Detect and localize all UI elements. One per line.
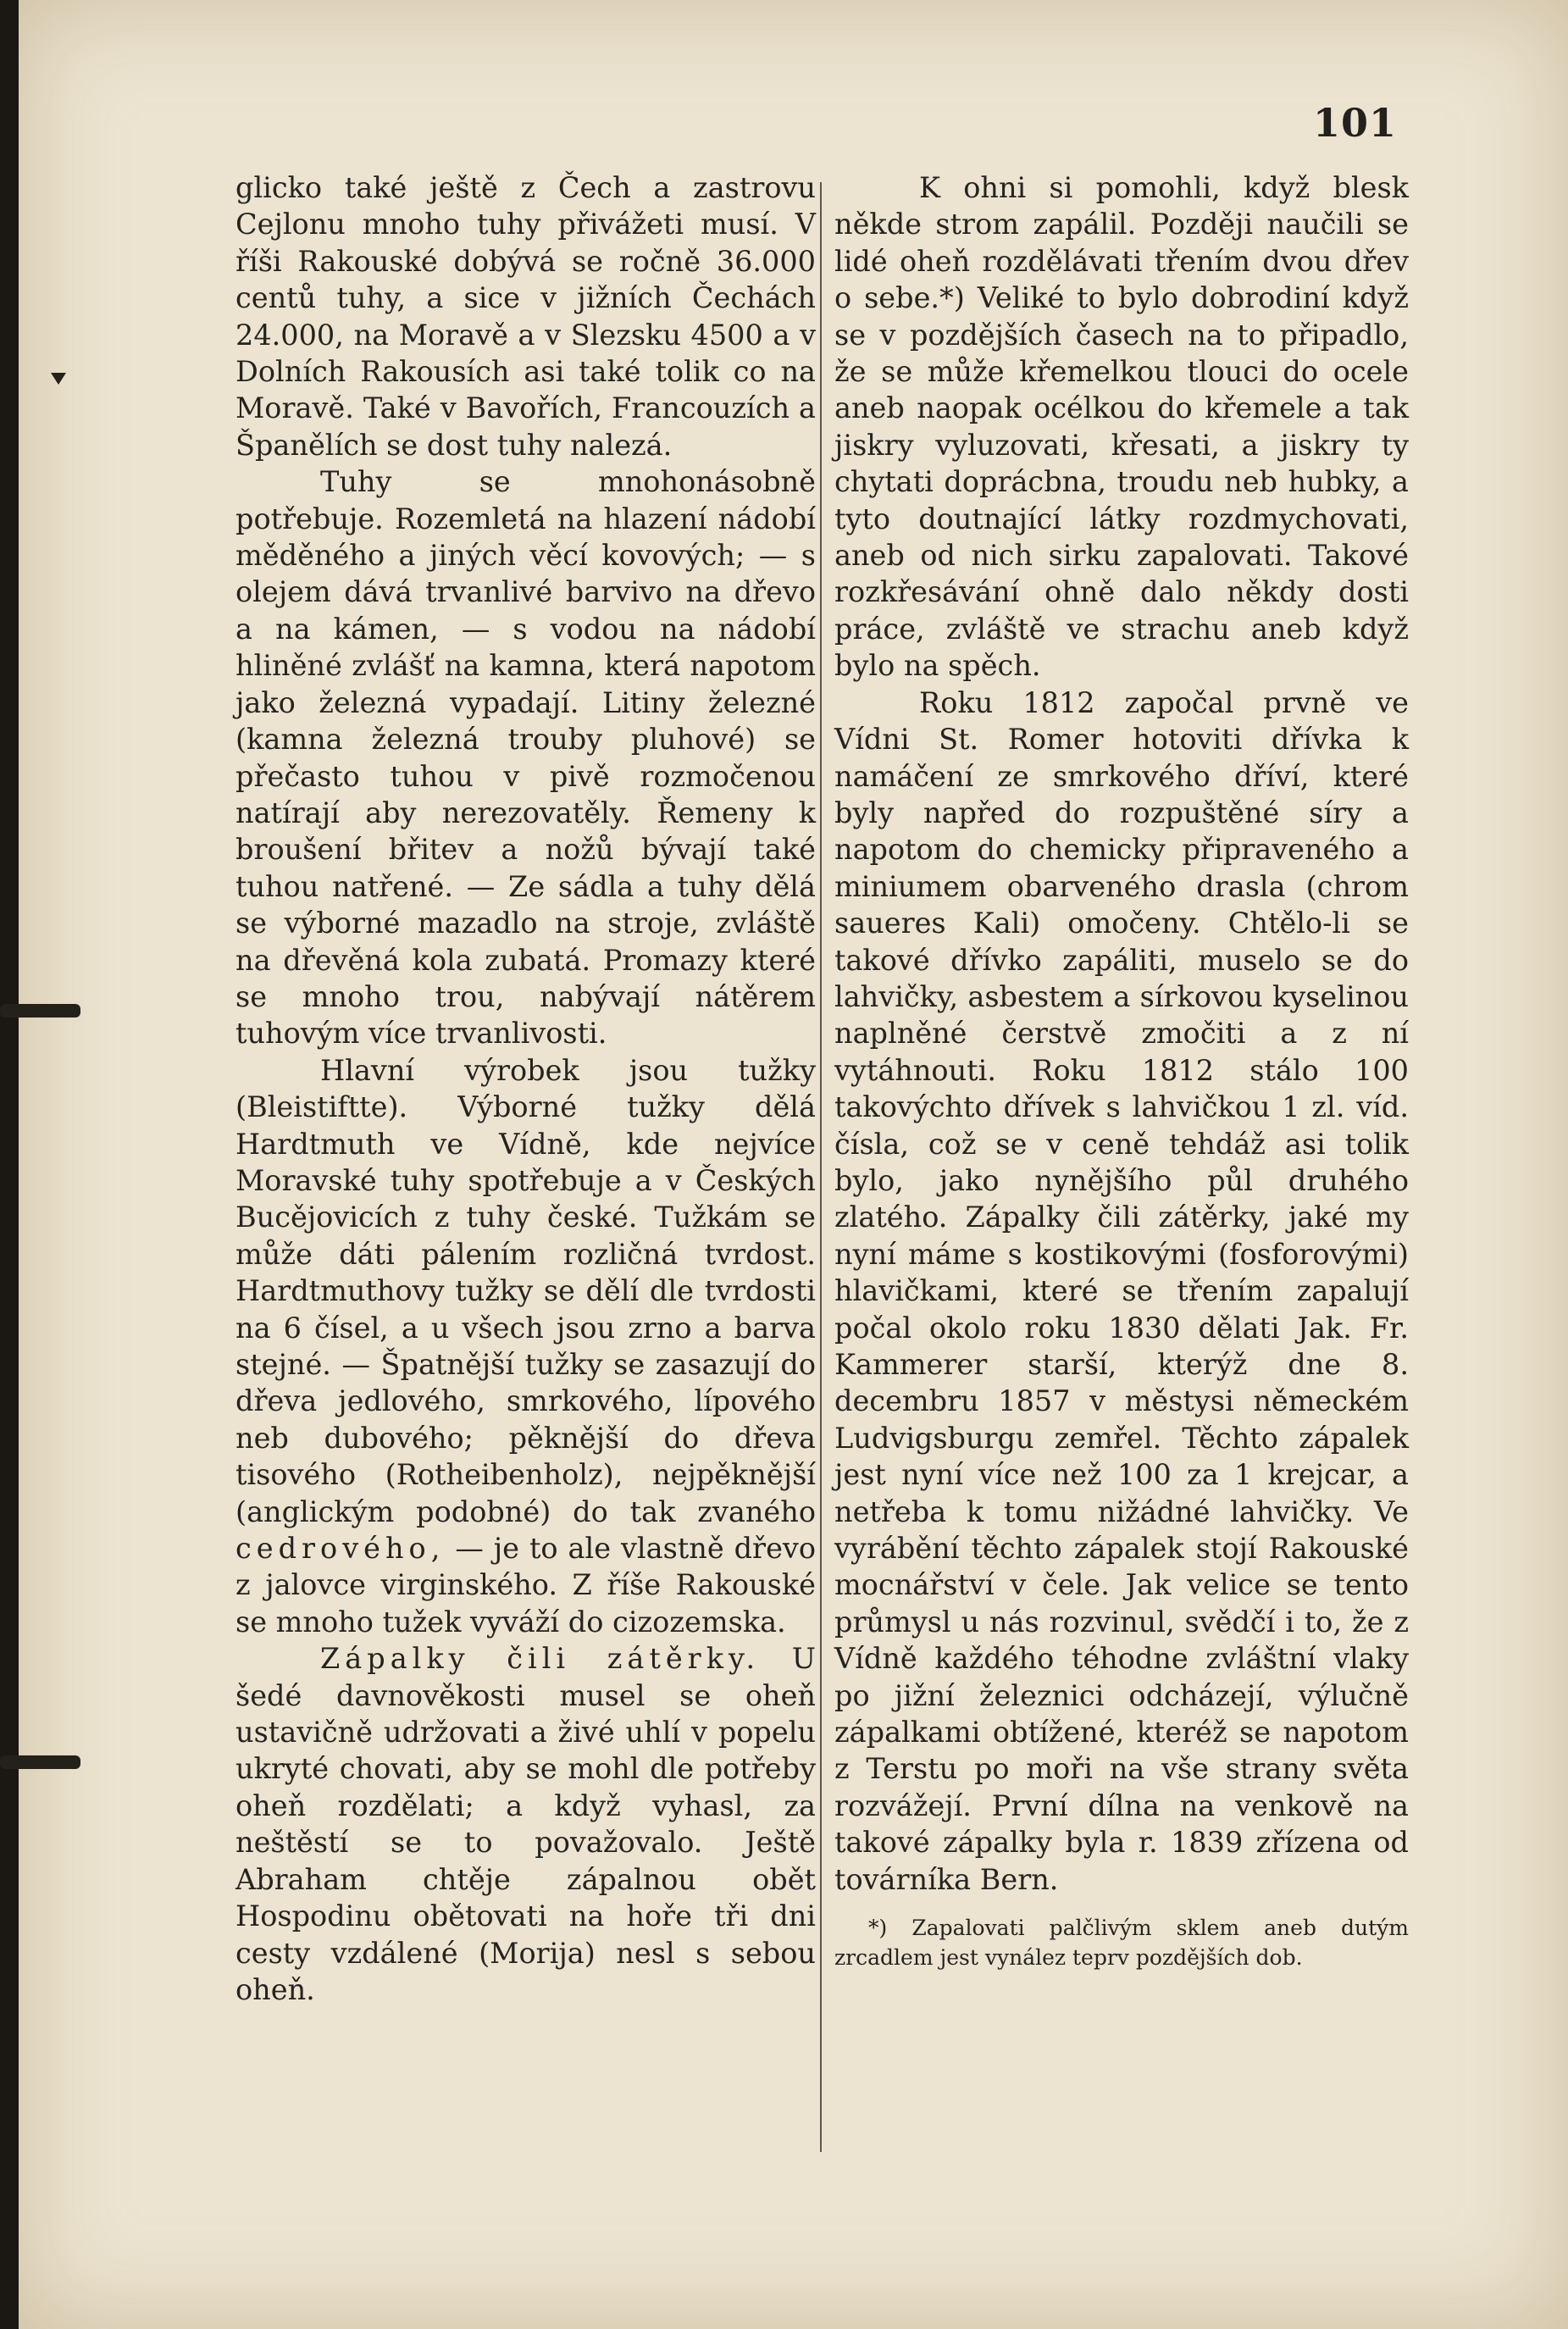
section-heading-zapalky: Zápalky čili zátěrky.	[320, 1642, 761, 1676]
paragraph-left-3-text: Hlavní výrobek jsou tužky (Bleistiftte). Výborné tužky dělá Hardtmuth ve Vídně, kde nejvíce Moravské tuhy spotřebuje a v Českých Bucějovicích z tuhy české. Tužkám se může dáti pálením rozličná tvrdost. Hardtmuthovy tužky se dělí dle tvrdosti na 6 čísel, a u všech jsou zrno a barva stejné. — Špatnější tužky se zasazují do dřeva jedlového, smrkového, lípového neb dubového; pěknější do dřeva tisového (Rotheibenholz), nejpěknější (anglickým podobné) do tak zvaného	[235, 1053, 816, 1528]
margin-triangle-mark	[51, 373, 66, 385]
spaced-word-cedroveho: cedrového,	[235, 1532, 446, 1566]
page-number: 101	[1312, 100, 1397, 146]
paragraph-right-1: K ohni si pomohli, když blesk někde strom zapálil. Později naučili se lidé oheň rozdělávati třením dvou dřev o sebe.*) Veliké to bylo dobrodiní když se v pozdějších časech na to připadlo, že se může křemelkou tlouci do ocele aneb naopak océlkou do křemele a tak jiskry vyluzovati, křesati, a jiskry ty chytati doprácbna, troudu neb hubky, a tyto doutnající látky rozdmychovati, aneb od nich sirku zapalovati. Takové rozkřesávání ohně dalo někdy dosti práce, zvláště ve strachu aneb když bylo na spěch.	[834, 171, 1409, 683]
footnote: *) Zapalovati palčlivým sklem aneb dutým zrcadlem jest vynález teprv pozdějších dob.	[834, 1916, 1409, 1971]
binding-mark-bottom	[0, 1755, 80, 1769]
right-column	[834, 169, 1409, 1972]
paragraph-left-zapalky-text: U šedé davnověkosti musel se oheň ustavičně udržovati a živé uhlí v popelu ukryté chovati, aby se mohl dle potřeby oheň rozdělati; a když vyhasl, za neštěstí se to považovalo. Ještě Abraham chtěje zápalnou obět Hospodinu obětovati na hoře tři dni cesty vzdálené (Morija) nesl s sebou oheň.	[235, 1642, 816, 2006]
paragraph-right-2: Roku 1812 započal prvně ve Vídni St. Romer hotoviti dřívka k namáčení ze smrkového dříví, které byly napřed do rozpuštěné síry a napotom do chemicky připraveného a miniumem obarveného drasla (chrom saueres Kali) omočeny. Chtělo-li se takové dřívko zapáliti, muselo se do lahvičky, asbestem a sírkovou kyselinou naplněné čerstvě zmočiti a z ní vytáhnouti. Roku 1812 stálo 100 takovýchto dřívek s lahvičkou 1 zl. víd. čísla, což se v ceně tehdáž asi tolik bylo, jako nynějšího půl druhého zlatého. Zápalky čili zátěrky, jaké my nyní máme s kostikovými (fosforovými) hlavičkami, které se třením zapalují počal okolo roku 1830 dělati Jak. Fr. Kammerer starší, kterýž dne 8. decembru 1857 v městysi německém Ludvigsburgu zemřel. Těchto zápalek jest nyní více než 100 za 1 krejcar, a netřeba k tomu nižádné lahvičky. Ve vyrábění těchto zápalek stojí Rakouské mocnářství v čele. Jak velice se tento průmysl u nás rozvinul, svědčí i to, že z Vídně každého téhodne zvláštní vlaky po jižní železnici odcházejí, výlučně zápalkami obtížené, kteréž se napotom z Terstu po moři na vše strany světa rozvážejí. První dílna na venkově na takové zápalky byla r. 1839 zřízena od továrníka Bern.	[834, 685, 1409, 1896]
binding-mark-top	[0, 1004, 80, 1018]
paragraph-left-3	[235, 1052, 816, 1641]
left-column	[235, 169, 816, 2008]
book-page	[19, 0, 1568, 2329]
paragraph-left-zapalky	[235, 1640, 816, 2008]
paragraph-left-1: glicko také ještě z Čech a zastrovu Cejlonu mnoho tuhy přivážeti musí. V říši Rakouské dobývá se ročně 36.000 centů tuhy, a sice v jižních Čechách 24.000, na Moravě a v Slezsku 4500 a v Dolních Rakousích asi také tolik co na Moravě. Také v Bavořích, Francouzích a Španělích se dost tuhy nalezá.	[235, 171, 816, 462]
paragraph-left-2: Tuhy se mnohonásobně potřebuje. Rozemletá na hlazení nádobí měděného a jiných věcí kovových; — s olejem dává trvanlivé barvivo na dřevo a na kámen, — s vodou na nádobí hliněné zvlášť na kamna, která napotom jako železná vypadají. Litiny železné (kamna železná trouby pluhové) se přečasto tuhou v pivě rozmočenou natírají aby nerezovatěly. Řemeny k broušení břitev a nožů bývají také tuhou natřené. — Ze sádla a tuhy dělá se výborné mazadlo na stroje, zvláště na dřevěná kola zubatá. Promazy které se mnoho trou, nabývají nátěrem tuhovým více trvanlivosti.	[235, 465, 816, 1051]
paragraph-left-4-text: — je to ale vlastně dřevo z jalovce virginského. Z říše Rakouské se mnoho tužek vyváží do cizozemska.	[235, 1532, 816, 1639]
column-divider	[820, 182, 822, 2152]
